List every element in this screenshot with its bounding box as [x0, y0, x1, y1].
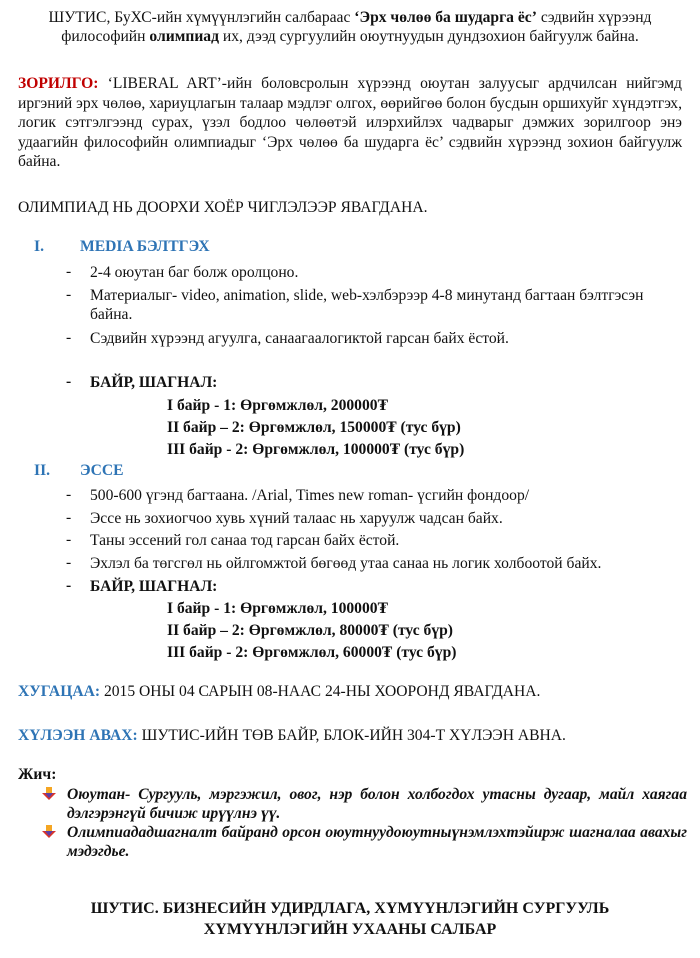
section-1-bullet: Материалыг- video, animation, slide, web-хэлбэрээр 4-8 минутанд багтаан бэлтгэсэн байна.: [90, 287, 644, 323]
section-1-prize: III байр - 2: Өргөмжлөл, 100000₮ (тус бүр): [167, 441, 465, 458]
bullet-dash: -: [66, 531, 72, 548]
intro-text: их, дээд сургуулийн оюутнуудын дундзохион байгуулж байна.: [219, 28, 639, 45]
section-1-bullet: 2-4 оюутан баг болж оролцоно.: [90, 264, 299, 281]
receive-text: ШУТИС-ИЙН ТӨВ БАЙР, БЛОК-ИЙН 304-Т ХҮЛЭЭН АВНА.: [137, 727, 566, 744]
section-1-prize: II байр – 2: Өргөмжлөл, 150000₮ (тус бүр): [167, 419, 461, 436]
section-2-bullet: 500-600 үгэнд багтаана. /Arial, Times new roman- үсгийн фондоор/: [90, 487, 530, 504]
intro-text: сэдвийн хүрээнд: [536, 9, 652, 26]
bullet-dash: -: [66, 554, 72, 571]
intro-text: ШУТИС, БуХС-ийн хүмүүнлэгийн салбараас: [48, 9, 355, 26]
bullet-dash: -: [66, 577, 72, 594]
olympiad-directions-line: ОЛИМПИАД НЬ ДООРХИ ХОЁР ЧИГЛЭЛЭЭР ЯВАГДАНА.: [18, 199, 428, 216]
intro-paragraph: [18, 8, 682, 46]
section-2-number: II.: [34, 462, 51, 479]
bullet-dash: -: [66, 263, 72, 280]
intro-text: философийн: [61, 28, 150, 45]
section-1-title: MEDIA БЭЛТГЭХ: [80, 238, 210, 255]
section-1-bullet: Сэдвийн хүрээнд агуулга, санаагаалогиктой гарсан байх ёстой.: [90, 330, 509, 347]
arrow-down-icon: [42, 825, 56, 839]
receive-line: [18, 727, 566, 745]
bullet-dash: -: [66, 486, 72, 503]
section-2-bullet: Таны эссений гол санаа тод гарсан байх ёстой.: [90, 532, 400, 549]
section-1-prize-heading: БАЙР, ШАГНАЛ:: [90, 374, 218, 391]
arrow-down-icon: [42, 787, 56, 801]
bullet-dash: -: [66, 373, 72, 390]
deadline-line: [18, 683, 540, 701]
note-heading: Жич:: [18, 766, 57, 783]
goal-text: ‘LIBERAL ART’-ийн боловсролын хүрээнд оюутан залуусыг ардчилсан нийгэмд иргэний эрх чөлөө, хариуцлагын талаар мэдлэг олгох, өөрийгөө болон бусдын оршихуйг хүндэтгэх, логик сэтгэлгээнд сурах, үзэл бодлоо чөлөөтэй илэрхийлэх чадварыг дэмжих зорилгоор энэ удаагийн философийн олимпиадыг ‘Эрх чөлөө ба шударга ёс’ сэдвийн хүрээнд зохион байгуулж байна.: [18, 75, 682, 170]
intro-line-1: [18, 8, 682, 27]
footer-department: ХҮМҮҮНЛЭГИЙН УХААНЫ САЛБАР: [203, 921, 497, 938]
goal-paragraph: [18, 74, 682, 172]
bullet-dash: -: [66, 286, 72, 303]
olympiad-word: олимпиад: [149, 28, 219, 45]
section-1-prize: I байр - 1: Өргөмжлөл, 200000₮: [167, 397, 388, 414]
intro-line-2: [18, 27, 682, 46]
bullet-dash: -: [66, 509, 72, 526]
note-item: Олимпиададшагналт байранд орсон оюутнуудоюутныүнэмлэхтэйирж шагналаа авахыг мэдэгдье.: [67, 824, 687, 860]
receive-label: ХҮЛЭЭН АВАХ:: [18, 727, 138, 744]
footer-school: ШУТИС. БИЗНЕСИЙН УДИРДЛАГА, ХҮМҮҮНЛЭГИЙН СУРГУУЛЬ: [90, 900, 610, 917]
bullet-dash: -: [66, 329, 72, 346]
deadline-text: 2015 ОНЫ 04 САРЫН 08-НААС 24-НЫ ХООРОНД ЯВАГДАНА.: [100, 683, 541, 700]
section-1-number: I.: [34, 238, 44, 255]
section-2-prize: II байр – 2: Өргөмжлөл, 80000₮ (тус бүр): [167, 622, 453, 639]
section-2-prize: I байр - 1: Өргөмжлөл, 100000₮: [167, 600, 388, 617]
section-2-prize: III байр - 2: Өргөмжлөл, 60000₮ (тус бүр): [167, 644, 457, 661]
topic-title: ‘Эрх чөлөө ба шударга ёс’: [354, 9, 537, 26]
section-2-bullet: Эхлэл ба төгсгөл нь ойлгомжтой бөгөөд утаа санаа нь логик холбоотой байх.: [90, 555, 602, 572]
section-2-title: ЭССЕ: [80, 462, 124, 479]
goal-label: ЗОРИЛГО:: [18, 75, 99, 92]
note-item: Оюутан- Сургууль, мэргэжил, овог, нэр болон холбогдох утасны дугаар, майл хаягаа дэлгэрэнгүй бичиж ирүүлнэ үү.: [67, 786, 687, 822]
section-2-bullet: Эссе нь зохиогчоо хувь хүний талаас нь харуулж чадсан байх.: [90, 510, 503, 527]
deadline-label: ХУГАЦАА:: [18, 683, 101, 700]
section-2-prize-heading: БАЙР, ШАГНАЛ:: [90, 578, 218, 595]
